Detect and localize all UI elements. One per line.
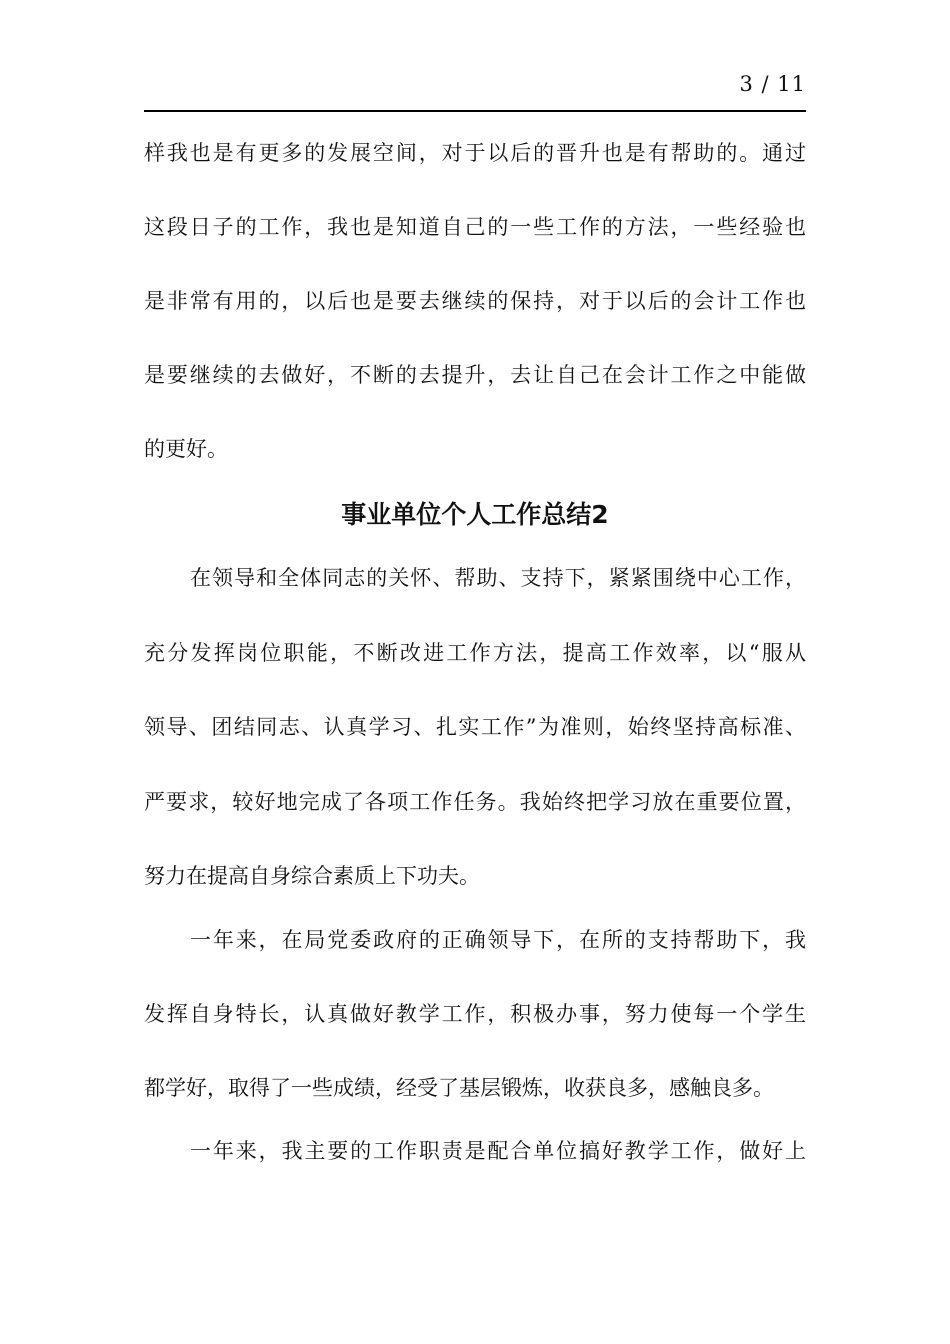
text-line: 充分发挥岗位职能，不断改进工作方法，提高工作效率，以“服从 xyxy=(144,641,806,665)
header-divider xyxy=(144,110,806,112)
text-line: 是非常有用的，以后也是要去继续的保持，对于以后的会计工作也 xyxy=(144,289,806,313)
text-line: 严要求，较好地完成了各项工作任务。我始终把学习放在重要位置， xyxy=(144,790,806,814)
text-line: 努力在提高自身综合素质上下功夫。 xyxy=(144,864,480,888)
text-line: 都学好，取得了一些成绩，经受了基层锻炼，收获良多，感触良多。 xyxy=(144,1076,774,1100)
text-line: 发挥自身特长，认真做好教学工作，积极办事，努力使每一个学生 xyxy=(144,1002,806,1026)
section-title: 事业单位个人工作总结2 xyxy=(341,500,609,529)
paragraph-first-line: 在领导和全体同志的关怀、帮助、支持下，紧紧围绕中心工作， xyxy=(190,566,806,590)
text-line: 领导、团结同志、认真学习、扎实工作”为准则，始终坚持高标准、 xyxy=(144,715,806,739)
paragraph-first-line: 一年来，在局党委政府的正确领导下，在所的支持帮助下，我 xyxy=(190,928,806,952)
text-line: 这段日子的工作，我也是知道自己的一些工作的方法，一些经验也 xyxy=(144,215,806,239)
text-line: 是要继续的去做好，不断的去提升，去让自己在会计工作之中能做 xyxy=(144,363,806,387)
text-line: 样我也是有更多的发展空间，对于以后的晋升也是有帮助的。通过 xyxy=(144,141,806,165)
text-line: 的更好。 xyxy=(144,437,228,461)
page-number: 3 / 11 xyxy=(739,72,806,96)
paragraph-first-line: 一年来，我主要的工作职责是配合单位搞好教学工作，做好上 xyxy=(190,1139,806,1163)
